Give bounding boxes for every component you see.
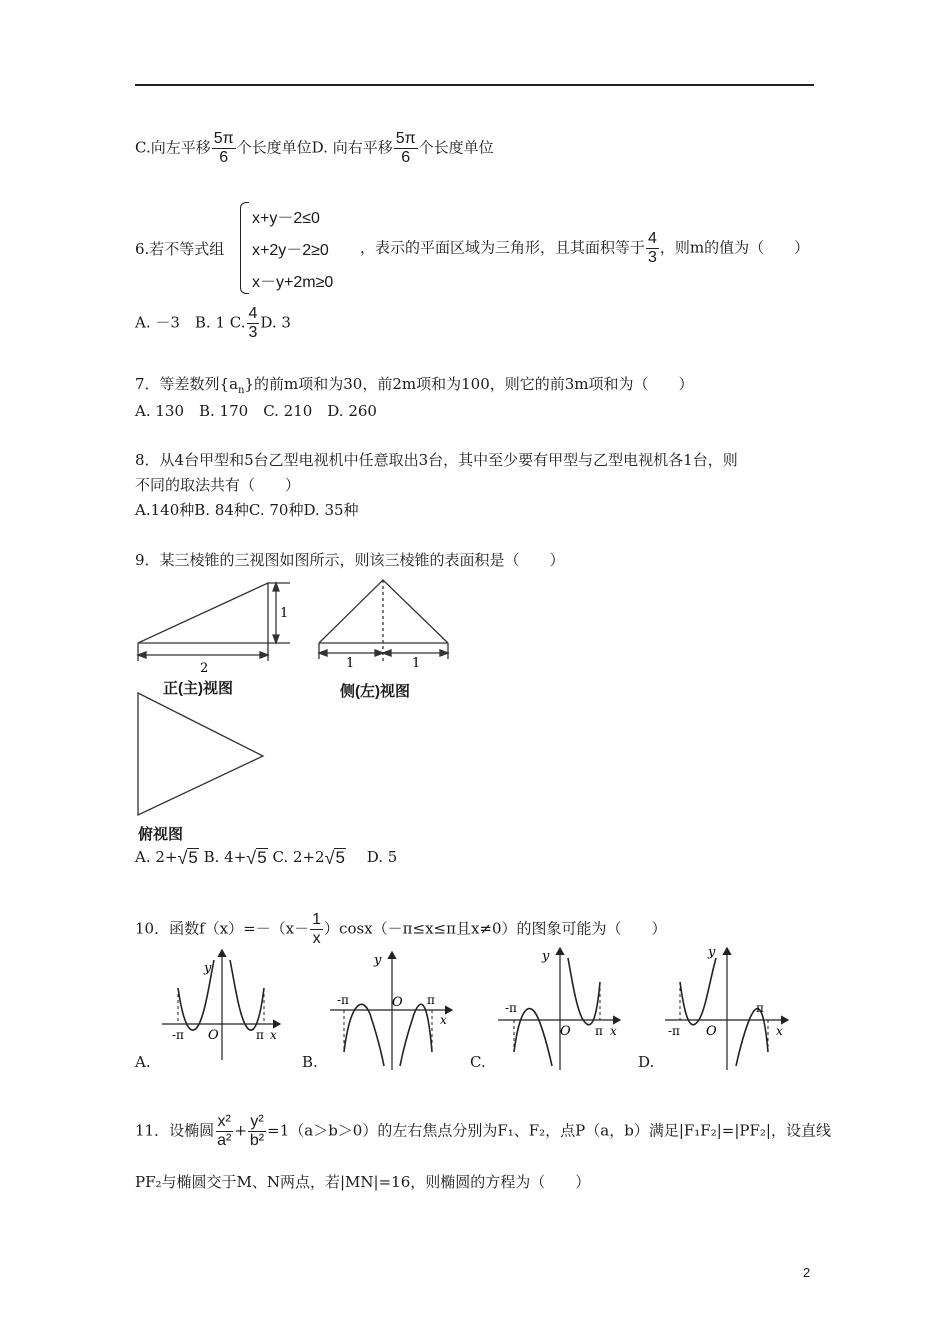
q6-c-den: 3: [248, 324, 258, 341]
q6-frac-den: 3: [648, 249, 657, 266]
q9-option-c: C. 2+2: [272, 848, 325, 866]
front-width-label: 2: [200, 661, 209, 676]
q11-fraction-y: [248, 1113, 266, 1150]
q7-options: A. 130 B. 170 C. 210 D. 260: [135, 402, 377, 420]
q9-radicand-c: 5: [335, 848, 345, 867]
q11-stem-suffix: =1（a＞b＞0）的左右焦点分别为F₁、F₂，点P（a，b）满足|F₁F₂|=|PF₂|，设直线: [267, 1121, 831, 1140]
q5-c-den: 6: [219, 149, 229, 166]
side-right-label: 1: [412, 656, 421, 671]
front-view: [138, 583, 290, 661]
q10-frac-den: x: [312, 930, 321, 947]
q9-three-view-figure: [130, 575, 460, 845]
q10-option-c-label: C.: [470, 1053, 486, 1071]
q9-radicand-b: 5: [257, 848, 267, 867]
q6-option-c-fraction: [247, 305, 260, 342]
q9-sqrt-b: √ 5: [246, 848, 267, 868]
graph-a-pi: π: [256, 1028, 264, 1042]
q9-top-view-label: 俯视图: [138, 826, 184, 843]
q9-option-a: A. 2+: [135, 848, 178, 866]
top-view: [138, 693, 263, 815]
q8-stem-line2: 不同的取法共有（ ）: [135, 476, 301, 494]
front-height-label: 1: [280, 606, 289, 621]
graph-a: [162, 950, 280, 1060]
q6-c-num: 4: [248, 305, 258, 322]
graph-d-origin: O: [706, 1024, 717, 1039]
q5-option-c-suffix: 个长度单位: [236, 138, 312, 157]
graph-b-x-label: x: [440, 1013, 447, 1027]
q9-option-d: D. 5: [366, 848, 398, 866]
graph-b: [330, 952, 452, 1070]
graph-b-y-label: y: [374, 953, 382, 968]
q11-stem-line2: PF₂与椭圆交于M、N两点，若|MN|=16，则椭圆的方程为（ ）: [135, 1173, 591, 1191]
q9-sqrt-a: √ 5: [177, 848, 198, 868]
q5-option-c-fraction: [212, 130, 236, 167]
graph-a-y-label: y: [204, 961, 212, 976]
q5-option-d-fraction: [394, 130, 418, 167]
graph-d-x-label: x: [776, 1024, 783, 1038]
q6-suffix: ，则m的值为（ ）: [659, 238, 810, 257]
q11-frac1-num: x²: [217, 1113, 231, 1130]
side-view: [319, 580, 448, 661]
q5-option-d-suffix: 个长度单位: [418, 138, 494, 157]
q6-option-d: D. 3: [260, 313, 291, 332]
graph-c-origin: O: [560, 1024, 571, 1039]
q6-inequality-1: x+y－2≤0: [252, 210, 320, 227]
q11-plus: +: [234, 1121, 247, 1140]
q5-option-d-prefix: D. 向右平移: [311, 138, 393, 157]
q10-stem-prefix: 10．函数f（x）=－（x－: [135, 919, 310, 938]
graph-c-neg-pi: -π: [505, 1001, 517, 1015]
graph-c-pi: π: [595, 1024, 603, 1038]
q6-frac-num: 4: [648, 230, 657, 247]
graph-a-origin: O: [208, 1028, 219, 1043]
q6-prefix: 6.若不等式组: [135, 240, 225, 258]
q5-d-num: 5π: [395, 130, 416, 147]
graph-c-x-label: x: [610, 1024, 617, 1038]
graph-b-pi: π: [427, 993, 435, 1007]
q9-radicand-a: 5: [188, 848, 198, 867]
graph-d-y-label: y: [708, 945, 716, 960]
q6-options-ab: A. －3 B. 1 C.: [135, 313, 246, 332]
q5-c-num: 5π: [213, 130, 234, 147]
q10-option-b-label: B.: [302, 1053, 318, 1071]
graph-c-y-label: y: [542, 949, 550, 964]
q6-inequality-3: x－y+2m≥0: [252, 274, 334, 291]
graph-d: [665, 948, 788, 1070]
q10-option-a-label: A.: [135, 1053, 151, 1071]
q7-stem: [135, 374, 694, 401]
q10-option-d-label: D.: [638, 1053, 655, 1071]
q8-options: A.140种B. 84种C. 70种D. 35种: [135, 501, 359, 519]
graph-a-x-label: x: [270, 1028, 277, 1042]
q6-area-fraction: [646, 230, 659, 267]
q6-middle: ，表示的平面区域为三角形，且其面积等于: [360, 238, 646, 257]
graph-b-neg-pi: -π: [337, 993, 349, 1007]
q10-stem-suffix: ）cosx（－π≤x≤π且x≠0）的图象可能为（ ）: [324, 919, 667, 938]
q11-frac1-den: a²: [217, 1132, 232, 1149]
side-left-label: 1: [346, 656, 355, 671]
graph-d-neg-pi: -π: [668, 1024, 680, 1038]
q9-options: [135, 847, 397, 867]
q11-frac2-den: b²: [249, 1132, 265, 1149]
q10-frac-num: 1: [312, 911, 322, 928]
q6-inequality-system: [240, 202, 360, 294]
q5-options-cd: [135, 130, 494, 167]
q7-subscript: n: [238, 385, 245, 396]
q9-stem: 9．某三棱锥的三视图如图所示，则该三棱锥的表面积是（ ）: [135, 551, 565, 569]
q7-stem-suffix: }的前m项和为30，前2m项和为100，则它的前3m项和为（ ）: [244, 375, 694, 393]
q7-stem-prefix: 7．等差数列{a: [135, 375, 239, 393]
q8-stem-line1: 8．从4台甲型和5台乙型电视机中任意取出3台，其中至少要有甲型与乙型电视机各1台，则: [135, 451, 738, 469]
q9-side-view-label: 侧(左)视图: [340, 683, 410, 700]
q9-option-b: B. 4+: [203, 848, 247, 866]
q9-front-view-label: 正(主)视图: [163, 680, 233, 697]
graph-d-pi: π: [756, 1001, 764, 1015]
q9-sqrt-c: √ 5: [324, 848, 345, 868]
graph-a-neg-pi: -π: [172, 1028, 184, 1042]
page-number: 2: [803, 1265, 811, 1280]
q5-d-den: 6: [401, 149, 411, 166]
q11-fraction-x: [215, 1113, 233, 1150]
graph-b-origin: O: [392, 995, 403, 1010]
q11-stem: [135, 1113, 831, 1150]
q6-stem-rest: [360, 230, 809, 267]
q11-frac2-num: y²: [250, 1113, 264, 1130]
header-rule: [135, 84, 814, 86]
left-brace: [240, 202, 249, 294]
q6-options: [135, 305, 291, 342]
q5-option-c-prefix: C.向左平移: [135, 138, 211, 157]
q11-prefix: 11．设椭圆: [135, 1121, 215, 1140]
q6-inequality-2: x+2y－2≥0: [252, 242, 329, 259]
